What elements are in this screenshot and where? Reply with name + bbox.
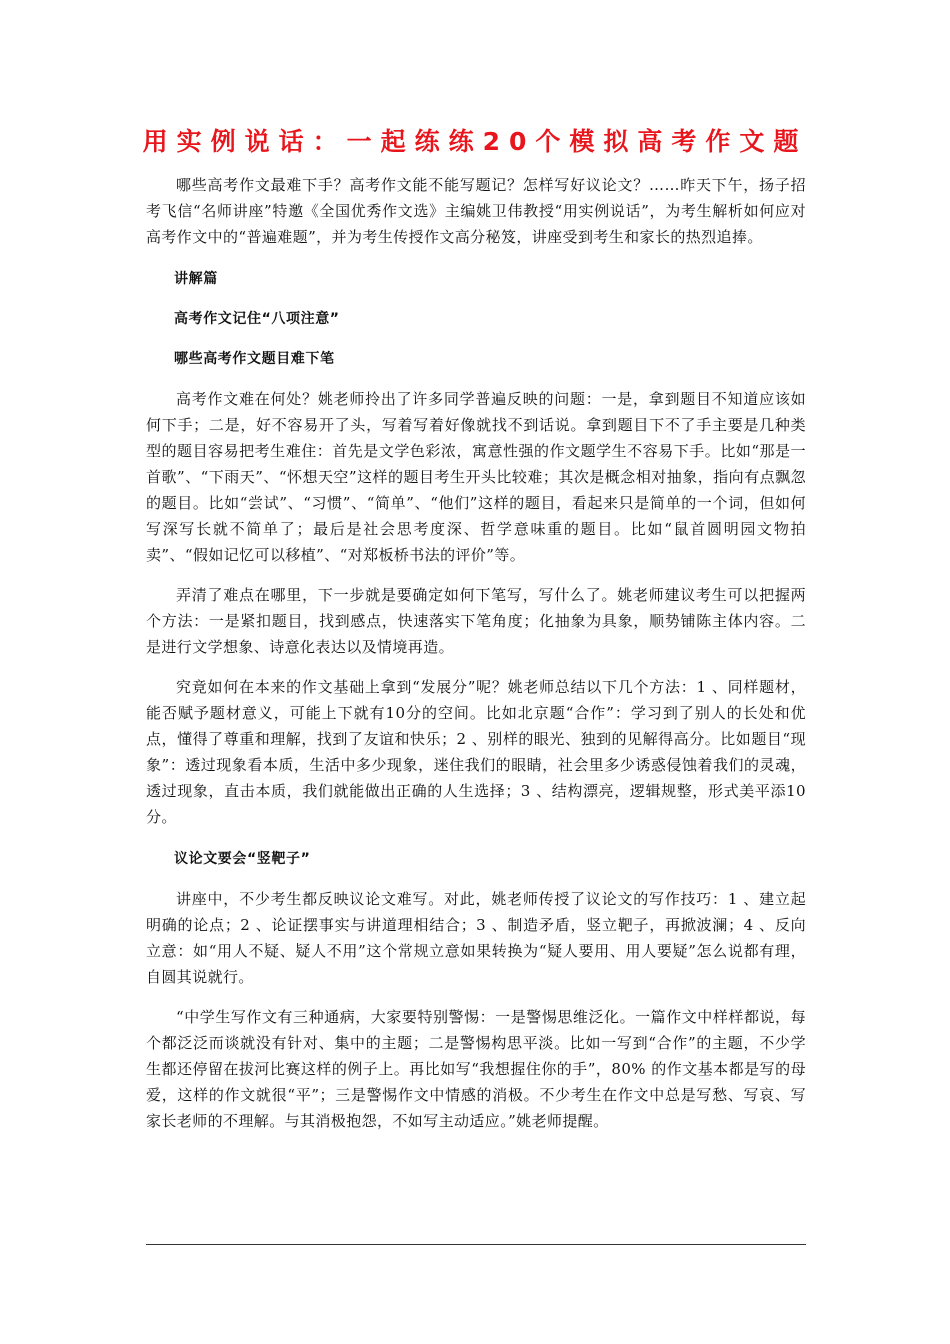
paragraph-difficulties: 高考作文难在何处？姚老师拎出了许多同学普遍反映的问题：一是，拿到题目不知道应该如何下手；二是，好不容易开了头，写着写着好像就找不到话说。拿到题目下不了手主要是几种类型的题目容易把考生难住：首先是文学色彩浓，寓意性强的作文题学生不容易下手。比如“那是一首歌”、“下雨天”、“怀想天空”这样的题目考生开头比较难；其次是概念相对抽象，指向有点飘忽的题目。比如“尝试”、“习惯”、“简单”、“他们”这样的题目，看起来只是简单的一个词，但如何写深写长就不简单了；最后是社会思考度深、哲学意味重的题目。比如“鼠首圆明园文物拍卖”、“假如记忆可以移植”、“对郑板桥书法的评价”等。 [146, 390, 806, 564]
paragraph-common-problems: “中学生写作文有三种通病，大家要特别警惕：一是警惕思维泛化。一篇作文中样样都说，每个都泛泛而谈就没有针对、集中的主题；二是警惕构思平淡。比如一写到“合作”的主题，不少学生都还停留在拔河比赛这样的例子上。再比如写“我想握住你的手”，80% 的作文基本都是写的母爱，这样的作文就很“平”；三是警惕作文中情感的消极。不少考生在作文中总是写愁、写哀、写家长老师的不理解。与其消极抱怨，不如写主动适应。”姚老师提醒。 [146, 1008, 806, 1130]
paragraph-methods: 弄清了难点在哪里，下一步就是要确定如何下笔写，写什么了。姚老师建议考生可以把握两个方法：一是紧扣题目，找到感点，快速落实下笔角度；化抽象为具象，顺势铺陈主体内容。二是进行文学想象、诗意化表达以及情境再造。 [146, 586, 806, 656]
subheading-eight-notes: 高考作文记住“八项注意” [174, 311, 340, 327]
intro-paragraph: 哪些高考作文最难下手？高考作文能不能写题记？怎样写好议论文？……昨天下午，扬子招考飞信“名师讲座”特邀《全国优秀作文选》主编姚卫伟教授“用实例说话”，为考生解析如何应对高考作文中的“普遍难题”，并为考生传授作文高分秘笈，讲座受到考生和家长的热烈追捧。 [146, 176, 806, 246]
paragraph-argumentative-tips: 讲座中，不少考生都反映议论文难写。对此，姚老师传授了议论文的写作技巧：1 、建立起明确的论点；2 、论证摆事实与讲道理相结合；3 、制造矛盾，竖立靶子，再掀波澜；4 、反向立意：如“用人不疑、疑人不用”这个常规立意如果转换为“疑人要用、用人要疑”怎么说都有理，自圆其说就行。 [146, 890, 806, 986]
section-heading: 讲解篇 [174, 271, 218, 287]
subheading-hard-topics: 哪些高考作文题目难下笔 [174, 351, 335, 367]
subheading-argumentative: 议论文要会“竖靶子” [174, 851, 311, 867]
paragraph-development-score: 究竟如何在本来的作文基础上拿到“发展分”呢？姚老师总结以下几个方法：1 、同样题材，能否赋予题材意义，可能上下就有10分的空间。比如北京题“合作”：学习到了别人的长处和优点，懂得了尊重和理解，找到了友谊和快乐；2 、别样的眼光、独到的见解得高分。比如题目“现象”：透过现象看本质，生活中多少现象，迷住我们的眼睛，社会里多少诱惑侵蚀着我们的灵魂，透过现象，直击本质，我们就能做出正确的人生选择；3 、结构漂亮，逻辑规整，形式美平添10分。 [146, 678, 806, 826]
footer-divider [146, 1244, 806, 1245]
article-body [146, 172, 806, 1134]
document-title: 用实例说话：一起练练20个模拟高考作文题 [142, 127, 808, 156]
